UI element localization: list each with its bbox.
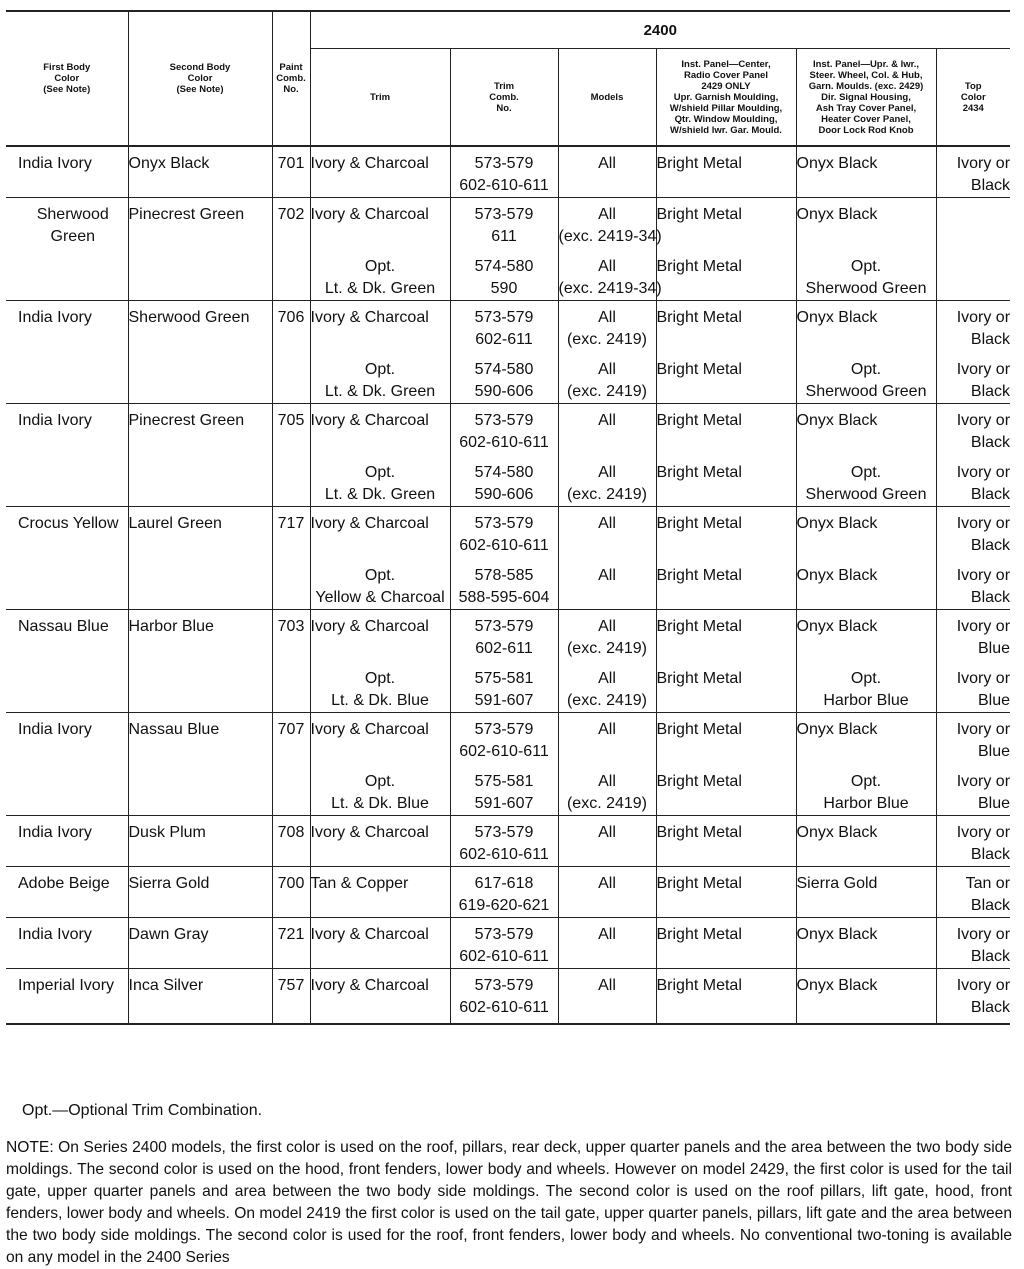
inst-panel-center-cell: Bright Metal xyxy=(656,248,796,301)
top-color-cell: Ivory or Black xyxy=(936,404,1010,455)
trim-cell: Ivory & Charcoal xyxy=(310,969,450,1025)
trim-cell: Ivory & Charcoal xyxy=(310,507,450,558)
table-row xyxy=(6,301,1010,352)
trim-comb-no-cell: 573-579 602-611 xyxy=(450,610,558,661)
second-body-color-cell: Laurel Green xyxy=(128,507,272,558)
models-cell: All xyxy=(558,918,656,969)
trim-comb-no-cell: 573-579 602-610-611 xyxy=(450,404,558,455)
inst-panel-center-cell: Bright Metal xyxy=(656,867,796,918)
paint-comb-no-cell: 703 xyxy=(272,610,310,661)
paint-comb-no-cell xyxy=(272,557,310,610)
inst-panel-center-cell: Bright Metal xyxy=(656,404,796,455)
inst-panel-center-cell: Bright Metal xyxy=(656,763,796,816)
inst-panel-upper-cell: Onyx Black xyxy=(796,816,936,867)
top-color-cell: Ivory or Black xyxy=(936,301,1010,352)
header-top-color: Top Color 2434 xyxy=(936,49,1010,147)
first-body-color-cell xyxy=(6,351,128,404)
first-body-color-cell: India Ivory xyxy=(6,301,128,352)
inst-panel-upper-cell: Onyx Black xyxy=(796,610,936,661)
paint-comb-no-cell: 705 xyxy=(272,404,310,455)
table-row xyxy=(6,507,1010,558)
inst-panel-upper-cell: Opt. Sherwood Green xyxy=(796,351,936,404)
paint-comb-no-cell xyxy=(272,454,310,507)
second-body-color-cell: Sierra Gold xyxy=(128,867,272,918)
paint-comb-no-cell: 700 xyxy=(272,867,310,918)
inst-panel-center-cell: Bright Metal xyxy=(656,351,796,404)
table-row xyxy=(6,867,1010,918)
models-cell: All (exc. 2419) xyxy=(558,351,656,404)
inst-panel-upper-cell: Onyx Black xyxy=(796,557,936,610)
second-body-color-cell xyxy=(128,454,272,507)
optional-trim-legend: Opt.—Optional Trim Combination. xyxy=(22,1102,263,1119)
inst-panel-upper-cell: Onyx Black xyxy=(796,146,936,198)
paint-comb-no-cell: 706 xyxy=(272,301,310,352)
trim-comb-no-cell: 573-579 602-611 xyxy=(450,301,558,352)
models-cell: All (exc. 2419) xyxy=(558,454,656,507)
paint-comb-no-cell: 701 xyxy=(272,146,310,198)
trim-cell: Opt. Lt. & Dk. Blue xyxy=(310,660,450,713)
trim-comb-no-cell: 573-579 602-610-611 xyxy=(450,816,558,867)
trim-comb-no-cell: 575-581 591-607 xyxy=(450,763,558,816)
table-row xyxy=(6,918,1010,969)
models-cell: All xyxy=(558,713,656,764)
inst-panel-upper-cell: Opt. Sherwood Green xyxy=(796,454,936,507)
top-color-cell: Ivory or Black xyxy=(936,146,1010,198)
table-row xyxy=(6,351,1010,404)
first-body-color-cell: Nassau Blue xyxy=(6,610,128,661)
models-cell: All (exc. 2419-34) xyxy=(558,248,656,301)
inst-panel-upper-cell: Onyx Black xyxy=(796,969,936,1025)
second-body-color-cell: Nassau Blue xyxy=(128,713,272,764)
first-body-color-cell: Crocus Yellow xyxy=(6,507,128,558)
top-color-cell xyxy=(936,198,1010,249)
trim-comb-no-cell: 574-580 590 xyxy=(450,248,558,301)
trim-cell: Opt. Lt. & Dk. Green xyxy=(310,248,450,301)
inst-panel-upper-cell: Onyx Black xyxy=(796,198,936,249)
first-body-color-cell: India Ivory xyxy=(6,404,128,455)
inst-panel-center-cell: Bright Metal xyxy=(656,507,796,558)
paint-comb-no-cell xyxy=(272,660,310,713)
trim-comb-no-cell: 573-579 611 xyxy=(450,198,558,249)
header-inst-panel-center: Inst. Panel—Center, Radio Cover Panel 2429 ONLY Upr. Garnish Moulding, W/shield Pillar Moulding, Qtr. Window Moulding, W/shield lwr. Gar. Mould. xyxy=(656,49,796,147)
top-color-cell: Tan or Black xyxy=(936,867,1010,918)
table-row xyxy=(6,816,1010,867)
inst-panel-upper-cell: Opt. Harbor Blue xyxy=(796,660,936,713)
trim-comb-no-cell: 578-585 588-595-604 xyxy=(450,557,558,610)
second-body-color-cell: Pinecrest Green xyxy=(128,404,272,455)
second-body-color-cell: Dawn Gray xyxy=(128,918,272,969)
inst-panel-center-cell: Bright Metal xyxy=(656,146,796,198)
inst-panel-center-cell: Bright Metal xyxy=(656,918,796,969)
trim-comb-no-cell: 573-579 602-610-611 xyxy=(450,713,558,764)
second-body-color-cell xyxy=(128,351,272,404)
second-body-color-cell xyxy=(128,660,272,713)
second-body-color-cell: Dusk Plum xyxy=(128,816,272,867)
paint-comb-no-cell xyxy=(272,351,310,404)
models-cell: All (exc. 2419) xyxy=(558,301,656,352)
trim-cell: Ivory & Charcoal xyxy=(310,404,450,455)
trim-cell: Tan & Copper xyxy=(310,867,450,918)
top-color-cell: Ivory or Black xyxy=(936,969,1010,1025)
inst-panel-upper-cell: Onyx Black xyxy=(796,918,936,969)
trim-comb-no-cell: 573-579 602-610-611 xyxy=(450,969,558,1025)
inst-panel-center-cell: Bright Metal xyxy=(656,660,796,713)
models-cell: All (exc. 2419) xyxy=(558,660,656,713)
paint-comb-no-cell: 702 xyxy=(272,198,310,249)
second-body-color-cell: Pinecrest Green xyxy=(128,198,272,249)
top-color-cell xyxy=(936,248,1010,301)
trim-cell: Ivory & Charcoal xyxy=(310,610,450,661)
first-body-color-cell: Adobe Beige xyxy=(6,867,128,918)
first-body-color-cell: India Ivory xyxy=(6,918,128,969)
inst-panel-upper-cell: Onyx Black xyxy=(796,301,936,352)
inst-panel-center-cell: Bright Metal xyxy=(656,610,796,661)
first-body-color-cell xyxy=(6,763,128,816)
top-color-cell: Ivory or Black xyxy=(936,507,1010,558)
table-row xyxy=(6,660,1010,713)
trim-cell: Ivory & Charcoal xyxy=(310,301,450,352)
models-cell: All xyxy=(558,867,656,918)
header-series: 2400 xyxy=(310,11,1010,49)
top-color-cell: Ivory or Black xyxy=(936,918,1010,969)
trim-cell: Ivory & Charcoal xyxy=(310,198,450,249)
trim-cell: Ivory & Charcoal xyxy=(310,816,450,867)
table-row xyxy=(6,713,1010,764)
trim-cell: Ivory & Charcoal xyxy=(310,918,450,969)
inst-panel-upper-cell: Sierra Gold xyxy=(796,867,936,918)
table-row xyxy=(6,610,1010,661)
first-body-color-cell: India Ivory xyxy=(6,713,128,764)
top-color-cell: Ivory or Black xyxy=(936,816,1010,867)
table-row xyxy=(6,969,1010,1025)
table-row xyxy=(6,557,1010,610)
models-cell: All xyxy=(558,557,656,610)
table-row xyxy=(6,146,1010,198)
header-trim-comb-no: Trim Comb. No. xyxy=(450,49,558,147)
trim-comb-no-cell: 574-580 590-606 xyxy=(450,454,558,507)
top-color-cell: Ivory or Black xyxy=(936,454,1010,507)
models-cell: All xyxy=(558,816,656,867)
trim-cell: Opt. Lt. & Dk. Green xyxy=(310,454,450,507)
first-body-color-cell xyxy=(6,248,128,301)
models-cell: All xyxy=(558,146,656,198)
header-models: Models xyxy=(558,49,656,147)
second-body-color-cell xyxy=(128,248,272,301)
trim-cell: Opt. Lt. & Dk. Green xyxy=(310,351,450,404)
paint-comb-no-cell: 721 xyxy=(272,918,310,969)
header-inst-panel-upper: Inst. Panel—Upr. & lwr., Steer. Wheel, Col. & Hub, Garn. Moulds. (exc. 2429) Dir. Signal Housing, Ash Tray Cover Panel, Heater Cover Panel, Door Lock Rod Knob xyxy=(796,49,936,147)
trim-comb-no-cell: 573-579 602-610-611 xyxy=(450,507,558,558)
paint-comb-no-cell xyxy=(272,248,310,301)
trim-comb-no-cell: 574-580 590-606 xyxy=(450,351,558,404)
second-body-color-cell xyxy=(128,557,272,610)
paint-comb-no-cell: 707 xyxy=(272,713,310,764)
models-cell: All xyxy=(558,969,656,1025)
top-color-cell: Ivory or Blue xyxy=(936,660,1010,713)
top-color-cell: Ivory or Black xyxy=(936,557,1010,610)
paint-comb-no-cell: 708 xyxy=(272,816,310,867)
top-color-cell: Ivory or Black xyxy=(936,351,1010,404)
header-first-body-color: First Body Color (See Note) xyxy=(6,11,128,146)
second-body-color-cell xyxy=(128,763,272,816)
trim-cell: Opt. Lt. & Dk. Blue xyxy=(310,763,450,816)
inst-panel-center-cell: Bright Metal xyxy=(656,969,796,1025)
header-trim: Trim xyxy=(310,49,450,147)
second-body-color-cell: Onyx Black xyxy=(128,146,272,198)
trim-comb-no-cell: 573-579 602-610-611 xyxy=(450,146,558,198)
second-body-color-cell: Sherwood Green xyxy=(128,301,272,352)
first-body-color-cell: Sherwood Green xyxy=(6,198,128,249)
second-body-color-cell: Harbor Blue xyxy=(128,610,272,661)
trim-cell: Ivory & Charcoal xyxy=(310,713,450,764)
top-color-cell: Ivory or Blue xyxy=(936,763,1010,816)
inst-panel-upper-cell: Opt. Harbor Blue xyxy=(796,763,936,816)
inst-panel-center-cell: Bright Metal xyxy=(656,557,796,610)
first-body-color-cell: India Ivory xyxy=(6,146,128,198)
trim-cell: Ivory & Charcoal xyxy=(310,146,450,198)
inst-panel-upper-cell: Onyx Black xyxy=(796,507,936,558)
paint-comb-no-cell: 717 xyxy=(272,507,310,558)
models-cell: All xyxy=(558,404,656,455)
inst-panel-upper-cell: Onyx Black xyxy=(796,713,936,764)
inst-panel-upper-cell: Onyx Black xyxy=(796,404,936,455)
top-color-cell: Ivory or Blue xyxy=(936,713,1010,764)
inst-panel-center-cell: Bright Metal xyxy=(656,454,796,507)
inst-panel-center-cell: Bright Metal xyxy=(656,816,796,867)
inst-panel-center-cell: Bright Metal xyxy=(656,713,796,764)
inst-panel-center-cell: Bright Metal xyxy=(656,301,796,352)
first-body-color-cell xyxy=(6,557,128,610)
paint-combination-table xyxy=(6,10,1010,1025)
models-cell: All (exc. 2419) xyxy=(558,763,656,816)
trim-cell: Opt. Yellow & Charcoal xyxy=(310,557,450,610)
second-body-color-cell: Inca Silver xyxy=(128,969,272,1025)
series-note: NOTE: On Series 2400 models, the first color is used on the roof, pillars, rear deck, upper quarter panels and the area between the two body side moldings. The second color is used on the hood, front fenders, lower body and wheels. However on model 2429, the first color is used for the tail gate, upper quarter panels and area between the two body side moldings. The second color is used on the roof pillars, lift gate, hood, front fenders, lower body and wheels. On model 2419 the first color is used on the tail gate, upper quarter panels, pillars, lift gate and the area between the two body side moldings. The second color is used for the roof, front fenders, lower body and wheels. No conventional two-toning is available on any model in the 2400 Series xyxy=(6,1139,1012,1266)
inst-panel-center-cell: Bright Metal xyxy=(656,198,796,249)
table-row xyxy=(6,248,1010,301)
header-paint-comb-no: Paint Comb. No. xyxy=(272,11,310,146)
first-body-color-cell xyxy=(6,660,128,713)
trim-comb-no-cell: 617-618 619-620-621 xyxy=(450,867,558,918)
models-cell: All (exc. 2419) xyxy=(558,610,656,661)
models-cell: All (exc. 2419-34) xyxy=(558,198,656,249)
first-body-color-cell: Imperial Ivory xyxy=(6,969,128,1025)
table-row xyxy=(6,198,1010,249)
trim-comb-no-cell: 573-579 602-610-611 xyxy=(450,918,558,969)
models-cell: All xyxy=(558,507,656,558)
first-body-color-cell: India Ivory xyxy=(6,816,128,867)
paint-table-body xyxy=(6,146,1010,1024)
trim-comb-no-cell: 575-581 591-607 xyxy=(450,660,558,713)
top-color-cell: Ivory or Blue xyxy=(936,610,1010,661)
table-row xyxy=(6,454,1010,507)
header-second-body-color: Second Body Color (See Note) xyxy=(128,11,272,146)
paint-comb-no-cell xyxy=(272,763,310,816)
paint-comb-no-cell: 757 xyxy=(272,969,310,1025)
first-body-color-cell xyxy=(6,454,128,507)
inst-panel-upper-cell: Opt. Sherwood Green xyxy=(796,248,936,301)
table-row xyxy=(6,404,1010,455)
table-row xyxy=(6,763,1010,816)
